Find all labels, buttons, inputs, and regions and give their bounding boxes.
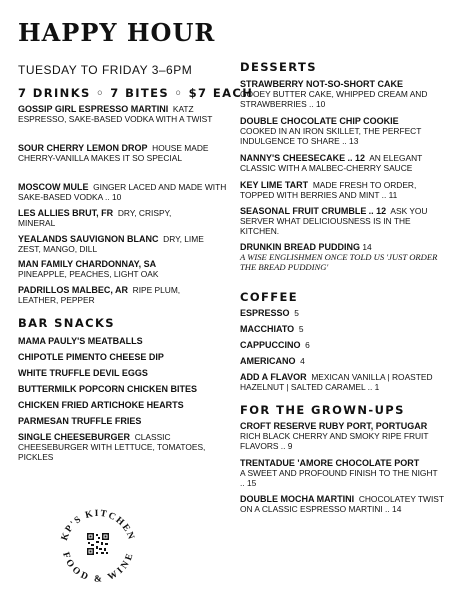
drink-desc: GINGER LACED AND MADE WITH SAKE-BASED VODKA .. 10 xyxy=(18,182,227,203)
coffee-desc: MEXICAN VANILLA | ROASTED HAZELNUT | SALTED CARAMEL .. 1 xyxy=(240,372,433,393)
dessert-quote: A WISE ENGLISHMEN ONCE TOLD US 'JUST ORDER THE BREAD PUDDING' xyxy=(240,252,438,273)
drink-item xyxy=(18,234,223,254)
snack-item xyxy=(18,432,223,463)
grownups-item xyxy=(240,458,440,489)
grownups-desc: CHOCOLATEY TWIST ON A CLASSIC ESPRESSO MARTINI .. 14 xyxy=(240,494,444,515)
drink-name: YEALANDS SAUVIGNON BLANC xyxy=(18,234,159,244)
grownups-name: CROFT RESERVE RUBY PORT, PORTUGAR xyxy=(240,421,428,431)
drink-item xyxy=(18,182,228,202)
dessert-desc: GOOEY BUTTER CAKE, WHIPPED CREAM AND STRAWBERRIES .. 10 xyxy=(240,89,428,110)
dessert-item xyxy=(240,242,440,273)
snack-item: PARMESAN TRUFFLE FRIES xyxy=(18,416,142,426)
coffee-price: 4 xyxy=(300,356,305,366)
drink-item xyxy=(18,285,208,305)
menu-title: HAPPY HOUR xyxy=(18,18,216,47)
dessert-desc: COOKED IN AN IRON SKILLET, THE PERFECT INDULGENCE TO SHARE .. 13 xyxy=(240,126,422,147)
drink-desc: DRY, CRISPY, MINERAL xyxy=(18,208,172,229)
coffee-item xyxy=(240,324,304,334)
grownups-item xyxy=(240,421,455,452)
qr-code-icon xyxy=(87,533,109,555)
drink-name: LES ALLIES BRUT, FR xyxy=(18,208,114,218)
drink-desc: KATZ ESPRESSO, SAKE-BASED VODKA WITH A TWIST xyxy=(18,104,213,125)
snacks-heading: BAR SNACKS xyxy=(18,316,115,330)
coffee-name: ESPRESSO xyxy=(240,308,290,318)
snack-item: WHITE TRUFFLE DEVIL EGGS xyxy=(18,368,148,378)
snack-item: CHICKEN FRIED ARTICHOKE HEARTS xyxy=(18,400,184,410)
logo-text-top: KP'S KITCHEN xyxy=(59,508,137,543)
menu-subtitle: TUESDAY TO FRIDAY 3–6PM xyxy=(18,63,193,77)
dessert-name: STRAWBERRY NOT-SO-SHORT CAKE xyxy=(240,79,404,89)
drink-desc: HOUSE MADE CHERRY-VANILLA MAKES IT SO SPECIAL xyxy=(18,143,209,164)
drink-desc: PINEAPPLE, PEACHES, LIGHT OAK xyxy=(18,269,159,280)
grownups-name: DOUBLE MOCHA MARTINI xyxy=(240,494,355,504)
drink-item xyxy=(18,259,198,279)
dessert-item xyxy=(240,79,445,110)
dessert-name: SEASONAL FRUIT CRUMBLE xyxy=(240,206,367,216)
drink-name: PADRILLOS MALBEC, AR xyxy=(18,285,128,295)
coffee-item xyxy=(240,372,450,392)
drink-desc: RIPE PLUM, LEATHER, PEPPER xyxy=(18,285,181,306)
coffee-price: 5 xyxy=(294,308,299,318)
coffee-name: MACCHIATO xyxy=(240,324,295,334)
dessert-price: .. 12 xyxy=(347,153,366,163)
drink-name: MAN FAMILY CHARDONNAY, SA xyxy=(18,259,157,269)
dessert-price: .. 12 xyxy=(368,206,387,216)
snack-name: SINGLE CHEESEBURGER xyxy=(18,432,131,442)
coffee-name: AMERICANO xyxy=(240,356,296,366)
dessert-item xyxy=(240,180,435,200)
coffee-name: CAPPUCCINO xyxy=(240,340,301,350)
desserts-heading: DESSERTS xyxy=(240,60,317,74)
drink-name: SOUR CHERRY LEMON DROP xyxy=(18,143,148,153)
coffee-heading: COFFEE xyxy=(240,290,299,304)
drinks-heading: 7 DRINKS ◦ 7 BITES ◦ $7 EACH xyxy=(18,86,254,100)
coffee-item xyxy=(240,308,299,318)
drink-item xyxy=(18,208,208,228)
dessert-name: KEY LIME TART xyxy=(240,180,309,190)
dessert-desc: AN ELEGANT CLASSIC WITH A MALBEC-CHERRY SAUCE xyxy=(240,153,423,174)
drink-item xyxy=(18,143,228,163)
coffee-name: ADD A FLAVOR xyxy=(240,372,307,382)
drink-item xyxy=(18,104,228,124)
grownups-desc: RICH BLACK CHERRY AND SMOKY RIPE FRUIT FLAVORS .. 9 xyxy=(240,431,429,452)
kps-kitchen-logo xyxy=(56,502,140,586)
dessert-desc: MADE FRESH TO ORDER, TOPPED WITH BERRIES AND MINT .. 11 xyxy=(240,180,417,201)
dessert-price: 14 xyxy=(362,242,372,252)
coffee-price: 5 xyxy=(298,324,304,334)
coffee-price: 6 xyxy=(305,340,310,350)
coffee-item xyxy=(240,356,305,366)
drink-name: GOSSIP GIRL ESPRESSO MARTINI xyxy=(18,104,169,114)
logo-text-bottom: FOOD & WINE xyxy=(60,551,136,585)
grownups-name: TRENTADUE 'AMORE CHOCOLATE PORT xyxy=(240,458,420,468)
snack-item: MAMA PAULY'S MEATBALLS xyxy=(18,336,143,346)
grownups-heading: FOR THE GROWN-UPS xyxy=(240,403,405,417)
dessert-item xyxy=(240,206,440,237)
grownups-desc: A SWEET AND PROFOUND FINISH TO THE NIGHT .. 15 xyxy=(240,468,438,489)
dessert-item xyxy=(240,116,440,147)
dessert-name: DOUBLE CHOCOLATE CHIP COOKIE xyxy=(240,116,399,126)
drink-desc: DRY, LIME ZEST, MANGO, DILL xyxy=(18,234,204,255)
snack-desc: CLASSIC CHEESEBURGER WITH LETTUCE, TOMATOES, PICKLES xyxy=(18,432,206,463)
snack-item: BUTTERMILK POPCORN CHICKEN BITES xyxy=(18,384,198,394)
svg-text:FOOD & WINE xyxy=(60,551,136,585)
coffee-item xyxy=(240,340,310,350)
dessert-desc: ASK YOU SERVER WHAT DELICIOUSNESS IS IN THE KITCHEN. xyxy=(240,206,428,237)
dessert-name: NANNY'S CHEESECAKE xyxy=(240,153,346,163)
snack-item: CHIPOTLE PIMENTO CHEESE DIP xyxy=(18,352,164,362)
grownups-item xyxy=(240,494,450,514)
drink-name: MOSCOW MULE xyxy=(18,182,89,192)
dessert-name: DRUNKIN BREAD PUDDING xyxy=(240,242,361,252)
dessert-item xyxy=(240,153,435,173)
